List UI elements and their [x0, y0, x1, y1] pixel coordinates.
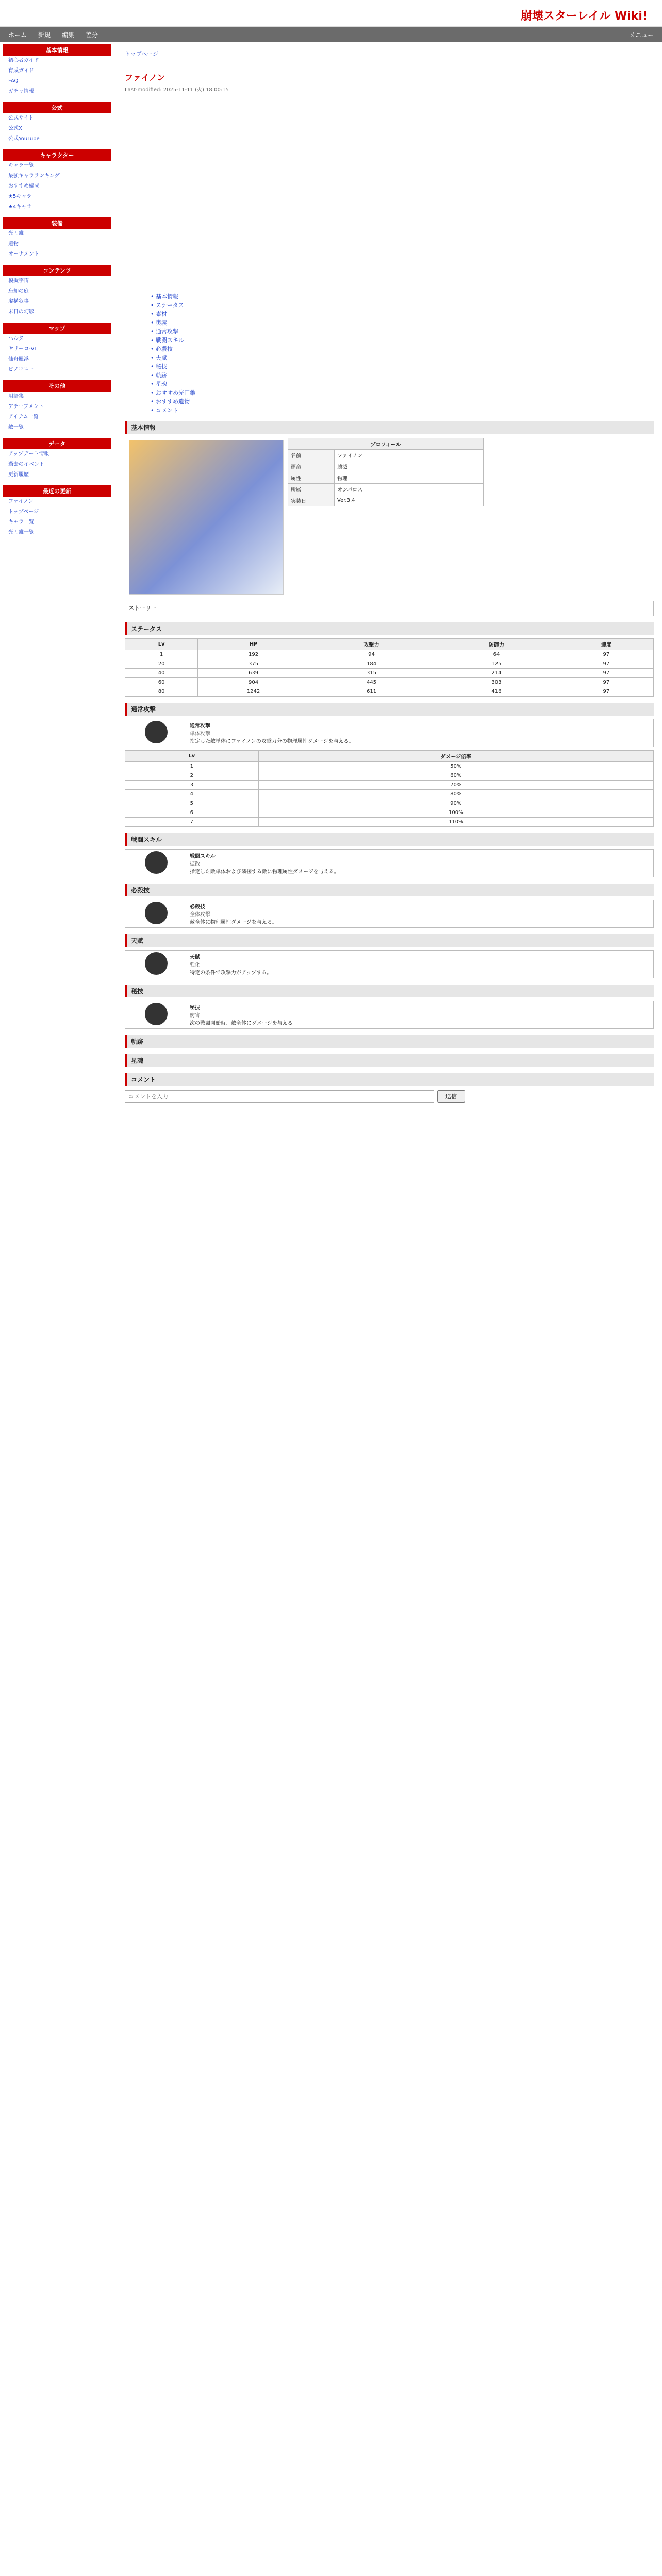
- skill-icon: [145, 851, 168, 874]
- toc-item[interactable]: • ステータス: [151, 302, 184, 309]
- profile-value: ファイノン: [335, 450, 484, 461]
- ultimate-icon: [145, 902, 168, 924]
- sidebar-item[interactable]: 光円錐一覧: [8, 530, 34, 535]
- profile-key: 運命: [288, 461, 335, 472]
- table-cell: 64: [434, 650, 559, 659]
- sidebar-item[interactable]: ヘルタ: [8, 336, 24, 342]
- table-header: Lv: [125, 639, 198, 650]
- top-nav: [0, 27, 662, 42]
- toc-item[interactable]: • 星魂: [151, 381, 167, 387]
- table-cell: 1: [125, 762, 259, 771]
- technique-table: [125, 1001, 654, 1029]
- table-row: [125, 659, 654, 669]
- table-cell: 904: [198, 678, 309, 687]
- talent-table: [125, 950, 654, 978]
- table-cell: 110%: [258, 818, 653, 827]
- nav-home[interactable]: ホーム: [8, 31, 27, 39]
- table-row: [125, 687, 654, 697]
- basic-attack-desc: 指定した敵単体にファイノンの攻撃力分の物理属性ダメージを与える。: [190, 739, 354, 744]
- table-cell: 97: [559, 659, 653, 669]
- sidebar-item[interactable]: 初心者ガイド: [8, 58, 39, 63]
- toc-item[interactable]: • 秘技: [151, 363, 167, 370]
- table-cell: 639: [198, 669, 309, 678]
- table-cell: 315: [309, 669, 434, 678]
- toc-item[interactable]: • 戦闘スキル: [151, 337, 184, 344]
- table-header: HP: [198, 639, 309, 650]
- sidebar-item[interactable]: オーナメント: [8, 251, 39, 257]
- profile-head: プロフィール: [288, 438, 484, 450]
- table-header: 速度: [559, 639, 653, 650]
- technique-icon: [145, 1003, 168, 1025]
- nav-edit[interactable]: 編集: [62, 31, 75, 39]
- profile-table: [288, 438, 484, 506]
- profile-key: 実装日: [288, 495, 335, 506]
- sidebar-item[interactable]: キャラ一覧: [8, 163, 34, 168]
- table-cell: 90%: [258, 799, 653, 808]
- section-basic: 基本情報: [125, 421, 654, 434]
- sidebar-section: [3, 149, 111, 212]
- section-skill: 戦闘スキル: [125, 833, 654, 846]
- sidebar-item[interactable]: 最強キャラランキング: [8, 173, 60, 179]
- table-cell: 214: [434, 669, 559, 678]
- sidebar-section-head: キャラクター: [3, 149, 111, 161]
- table-row: [125, 678, 654, 687]
- sidebar-section-head: データ: [3, 438, 111, 449]
- table-cell: 50%: [258, 762, 653, 771]
- table-row: [125, 790, 654, 799]
- section-technique: 秘技: [125, 985, 654, 997]
- ultimate-type: 全体攻撃: [190, 912, 210, 918]
- sidebar-item[interactable]: 忘却の庭: [8, 289, 29, 294]
- profile-value: 壊滅: [335, 461, 484, 472]
- sidebar-item[interactable]: 模擬宇宙: [8, 278, 29, 284]
- sidebar-section: [3, 44, 111, 97]
- sidebar-item[interactable]: 末日の幻影: [8, 309, 34, 315]
- ultimate-table: [125, 900, 654, 928]
- toc-item[interactable]: • 必殺技: [151, 346, 173, 352]
- toc-item[interactable]: • 通常攻撃: [151, 328, 178, 335]
- table-cell: 1242: [198, 687, 309, 697]
- table-cell: 445: [309, 678, 434, 687]
- sidebar-section: [3, 323, 111, 375]
- profile-value: オンパロス: [335, 484, 484, 495]
- character-portrait: [129, 440, 284, 595]
- table-cell: 60: [125, 678, 198, 687]
- sidebar-item[interactable]: ガチャ情報: [8, 89, 34, 94]
- sidebar-item[interactable]: FAQ: [8, 78, 19, 84]
- sidebar-item[interactable]: 公式YouTube: [8, 136, 40, 142]
- profile-row: [288, 461, 484, 472]
- table-row: [125, 808, 654, 818]
- section-eidolons: 星魂: [125, 1054, 654, 1067]
- table-cell: 3: [125, 781, 259, 790]
- table-header: Lv: [125, 751, 259, 762]
- skill-desc: 指定した敵単体および隣接する敵に物理属性ダメージを与える。: [190, 869, 339, 875]
- skill-type: 拡散: [190, 861, 200, 867]
- table-row: [125, 650, 654, 659]
- sidebar-section: [3, 102, 111, 144]
- basic-attack-type: 単体攻撃: [190, 731, 210, 737]
- talent-type: 強化: [190, 962, 200, 968]
- sidebar-section-head: 装備: [3, 217, 111, 229]
- sidebar-section-head: 基本情報: [3, 44, 111, 56]
- table-row: [125, 669, 654, 678]
- table-cell: 611: [309, 687, 434, 697]
- technique-name: 秘技: [190, 1005, 200, 1011]
- technique-desc: 次の戦闘開始時、敵全体にダメージを与える。: [190, 1021, 298, 1026]
- table-cell: 94: [309, 650, 434, 659]
- profile-row: [288, 472, 484, 484]
- table-cell: 1: [125, 650, 198, 659]
- toc-item[interactable]: • 基本情報: [151, 293, 178, 300]
- site-title[interactable]: 崩壊スターレイル Wiki!: [520, 10, 648, 23]
- profile-block: [125, 438, 654, 597]
- profile-row: [288, 495, 484, 506]
- section-ultimate: 必殺技: [125, 884, 654, 896]
- sidebar-item[interactable]: 更新履歴: [8, 472, 29, 478]
- table-cell: 97: [559, 678, 653, 687]
- table-cell: 6: [125, 808, 259, 818]
- sidebar-item[interactable]: おすすめ編成: [8, 183, 40, 189]
- sidebar-section-head: 公式: [3, 102, 111, 113]
- table-cell: 7: [125, 818, 259, 827]
- sidebar-section-head: コンテンツ: [3, 265, 111, 276]
- section-talent: 天賦: [125, 934, 654, 947]
- ultimate-name: 必殺技: [190, 904, 205, 910]
- technique-type: 妨害: [190, 1013, 200, 1019]
- sidebar-item[interactable]: 過去のイベント: [8, 462, 44, 467]
- table-row: [125, 762, 654, 771]
- table-row: [125, 771, 654, 781]
- table-cell: 184: [309, 659, 434, 669]
- skill-table: [125, 849, 654, 877]
- sidebar-item[interactable]: ピノコニー: [8, 367, 34, 372]
- basic-attack-icon: [145, 721, 168, 743]
- table-cell: 97: [559, 687, 653, 697]
- table-cell: 2: [125, 771, 259, 781]
- toc-item[interactable]: • 軌跡: [151, 372, 167, 379]
- sidebar-item[interactable]: トップページ: [8, 509, 39, 515]
- table-cell: 60%: [258, 771, 653, 781]
- table-header: 攻撃力: [309, 639, 434, 650]
- ultimate-desc: 敵全体に物理属性ダメージを与える。: [190, 920, 277, 925]
- sidebar-section-head: その他: [3, 380, 111, 392]
- table-cell: 375: [198, 659, 309, 669]
- talent-icon: [145, 952, 168, 975]
- profile-value: Ver.3.4: [335, 495, 484, 506]
- sidebar-section: [3, 485, 111, 538]
- table-row: [125, 818, 654, 827]
- toc-item[interactable]: • おすすめ遺物: [151, 398, 190, 405]
- sidebar-item[interactable]: 公式サイト: [8, 115, 34, 121]
- sidebar-item[interactable]: 用語集: [8, 394, 24, 399]
- table-cell: 100%: [258, 808, 653, 818]
- table-cell: 4: [125, 790, 259, 799]
- table-cell: 70%: [258, 781, 653, 790]
- table-header: 防御力: [434, 639, 559, 650]
- section-basic-attack: 通常攻撃: [125, 703, 654, 716]
- sidebar-item[interactable]: アップデート情報: [8, 451, 49, 457]
- section-traces: 軌跡: [125, 1035, 654, 1048]
- table-cell: 97: [559, 650, 653, 659]
- profile-key: 属性: [288, 472, 335, 484]
- sidebar-item[interactable]: ファイノン: [8, 499, 34, 504]
- sidebar-section: [3, 438, 111, 480]
- toc-item[interactable]: • おすすめ光円錐: [151, 389, 196, 396]
- profile-key: 所属: [288, 484, 335, 495]
- profile-row: [288, 484, 484, 495]
- table-cell: 97: [559, 669, 653, 678]
- comment-input[interactable]: [125, 1090, 434, 1103]
- header: [0, 0, 662, 42]
- talent-desc: 特定の条件で攻撃力がアップする。: [190, 970, 272, 976]
- comment-submit-button[interactable]: 送信: [437, 1090, 465, 1103]
- table-cell: 80%: [258, 790, 653, 799]
- sidebar-item[interactable]: 仙舟羅浮: [8, 357, 29, 362]
- nav-new[interactable]: 新規: [38, 31, 51, 39]
- sidebar-item[interactable]: ★5キャラ: [8, 194, 32, 199]
- table-cell: 5: [125, 799, 259, 808]
- sidebar-item[interactable]: 虚構叙事: [8, 299, 29, 304]
- profile-value: 物理: [335, 472, 484, 484]
- page-title: ファイノン: [125, 73, 166, 82]
- toc-item[interactable]: • 素材: [151, 311, 167, 317]
- section-comments: コメント: [125, 1073, 654, 1086]
- sidebar-item[interactable]: ヤリーロ-VI: [8, 346, 36, 352]
- table-cell: 416: [434, 687, 559, 697]
- skill-name: 戦闘スキル: [190, 854, 216, 859]
- comment-form: [125, 1090, 654, 1103]
- table-header: ダメージ倍率: [258, 751, 653, 762]
- table-cell: 20: [125, 659, 198, 669]
- sidebar-section: [3, 217, 111, 260]
- basic-attack-table: [125, 719, 654, 747]
- nav-diff[interactable]: 差分: [86, 31, 98, 39]
- sidebar: [0, 42, 114, 2576]
- sidebar-item[interactable]: 光円錐: [8, 231, 24, 236]
- sidebar-item[interactable]: アチーブメント: [8, 404, 44, 410]
- sidebar-item[interactable]: キャラ一覧: [8, 519, 34, 525]
- sidebar-section-head: 最近の更新: [3, 485, 111, 497]
- sidebar-item[interactable]: 敵一覧: [8, 425, 24, 430]
- breadcrumb[interactable]: トップページ: [125, 50, 159, 57]
- toc-item[interactable]: • 奥義: [151, 319, 167, 326]
- story-box: ストーリー: [125, 601, 654, 616]
- sidebar-item[interactable]: 遺物: [8, 241, 19, 247]
- profile-key: 名前: [288, 450, 335, 461]
- table-of-contents: [151, 292, 654, 415]
- sidebar-section-head: マップ: [3, 323, 111, 334]
- sidebar-item[interactable]: アイテム一覧: [8, 414, 39, 420]
- table-row: [125, 799, 654, 808]
- title-row: [0, 0, 662, 27]
- table-cell: 40: [125, 669, 198, 678]
- talent-name: 天賦: [190, 955, 200, 960]
- table-cell: 80: [125, 687, 198, 697]
- toc-item[interactable]: • 天賦: [151, 354, 167, 361]
- toc-item[interactable]: • コメント: [151, 407, 178, 414]
- table-cell: 192: [198, 650, 309, 659]
- sidebar-item[interactable]: 育成ガイド: [8, 68, 34, 74]
- table-cell: 125: [434, 659, 559, 669]
- table-cell: 303: [434, 678, 559, 687]
- sidebar-item[interactable]: 公式X: [8, 126, 22, 131]
- nav-menu[interactable]: メニュー: [628, 31, 654, 39]
- sidebar-item[interactable]: ★4キャラ: [8, 204, 32, 210]
- page-meta: Last-modified: 2025-11-11 (火) 18:00:15: [125, 85, 654, 96]
- section-stats: ステータス: [125, 622, 654, 635]
- table-row: [125, 781, 654, 790]
- basic-attack-name: 通常攻撃: [190, 723, 210, 729]
- profile-table-wrap: [288, 438, 484, 597]
- sidebar-section: [3, 265, 111, 317]
- profile-row: [288, 450, 484, 461]
- main-content: [119, 42, 662, 2576]
- stat-table: [125, 638, 654, 697]
- sidebar-section: [3, 380, 111, 433]
- basic-attack-level-table: [125, 750, 654, 827]
